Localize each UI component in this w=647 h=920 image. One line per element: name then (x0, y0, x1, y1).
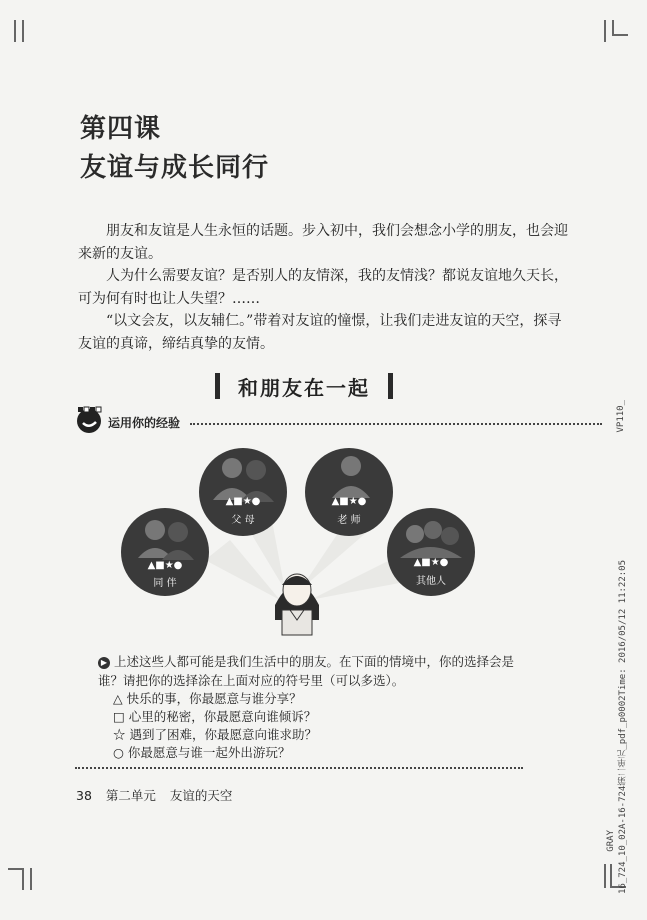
list-item: △ 快乐的事，你最愿意与谁分享？ (113, 691, 302, 706)
crop-mark-bottom-left (8, 862, 32, 886)
symbols-teachers: ▲■★● (331, 496, 367, 507)
unit-title: 友谊的天空 (169, 788, 233, 803)
circle-parents (199, 448, 287, 536)
label-peers: 同 伴 (153, 578, 177, 589)
circle-others (387, 508, 475, 596)
intro-paragraph: “以文会友，以友辅仁。”带着对友谊的憧憬，让我们走进友谊的天空，探寻友谊的真谛，缔结真挚的友情。 (78, 313, 562, 352)
section-heading (215, 370, 393, 402)
side-top-code: VP110_ (616, 400, 626, 433)
intro-paragraph: 人为什么需要友谊？是否别人的友情深，我的友情浅？都说友谊地久天长，可为何有时也让人失望？…… (78, 268, 568, 307)
side-gray-code: GRAY (606, 830, 616, 852)
list-item: □ 心里的秘密，你最愿意向谁倾诉？ (113, 709, 317, 724)
dotted-divider-bottom (75, 767, 523, 769)
section-title: 和朋友在一起 (238, 375, 370, 400)
lesson-number: 第四课 (80, 114, 162, 144)
question-body: 上述这些人都可能是我们生活中的朋友。在下面的情境中，你的选择会是谁？请把你的选择涂在上面对应的符号里（可以多选）。 (98, 654, 515, 688)
crop-mark-top-left (8, 20, 32, 44)
side-file-code: 16_724_10_02A-16-724第二单元_pdf_p0002Time: 2016/05/12 11:22:05 (618, 560, 628, 895)
intro-text (78, 220, 568, 355)
label-teachers: 老 师 (337, 515, 361, 526)
circle-teachers (305, 448, 393, 536)
question-text (98, 652, 538, 690)
heading-bar-right (388, 373, 393, 399)
circle-peers (121, 508, 209, 596)
list-item: ○ 你最愿意与谁一起外出游玩？ (113, 745, 291, 760)
dotted-divider (190, 423, 602, 425)
symbols-peers: ▲■★● (147, 560, 183, 571)
printer-codes (606, 400, 640, 895)
intro-paragraph: 朋友和友谊是人生永恒的话题。步入初中，我们会想念小学的朋友，也会迎来新的友谊。 (78, 223, 568, 262)
experience-icon (74, 405, 106, 435)
label-parents: 父 母 (231, 515, 255, 526)
page-number: 38 (76, 788, 92, 803)
label-others: 其他人 (416, 576, 446, 587)
arrow-icon: ▶ (98, 657, 110, 669)
lesson-title: 友谊与成长同行 (80, 153, 270, 183)
page-footer (76, 786, 242, 804)
symbols-parents: ▲■★● (225, 496, 261, 507)
list-item: ☆ 遇到了困难，你最愿意向谁求助？ (113, 727, 317, 742)
experience-label: 运用你的经验 (108, 416, 181, 430)
heading-bar-left (215, 373, 220, 399)
option-list (113, 690, 317, 762)
symbols-others: ▲■★● (413, 557, 449, 568)
unit-name: 第二单元 (105, 788, 156, 803)
friends-illustration (110, 440, 550, 640)
crop-mark-top-right (600, 20, 624, 44)
